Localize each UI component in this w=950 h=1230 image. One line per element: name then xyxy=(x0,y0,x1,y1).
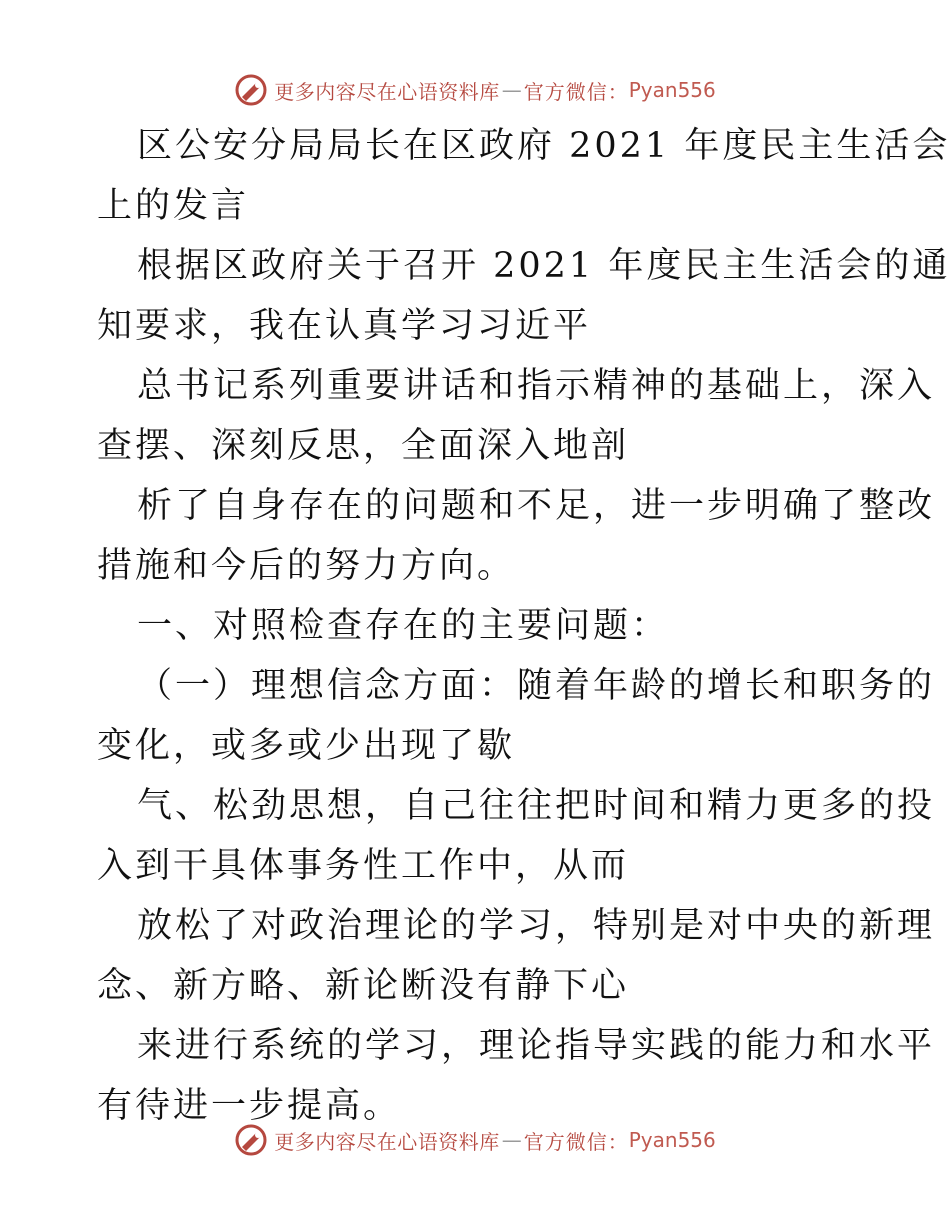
banner-wechat-label: 官方微信： xyxy=(523,1129,629,1154)
header-watermark-banner xyxy=(0,70,950,110)
paragraph-line: （一）理想信念方面：随着年龄的增长和职务的 xyxy=(137,666,936,706)
banner-wechat-label: 官方微信： xyxy=(523,79,629,104)
paragraph-line: 放松了对政治理论的学习，特别是对中央的新理 xyxy=(137,906,936,946)
banner-wechat-id: Pyan556 xyxy=(628,1128,716,1152)
section-heading: 一、对照检查存在的主要问题： xyxy=(137,606,670,646)
brand-logo-icon xyxy=(234,1123,268,1157)
document-title-line-1: 区公安分局局长在区政府 2021 年度民主生活会 xyxy=(137,126,950,166)
paragraph-line: 析了自身存在的问题和不足，进一步明确了整改 xyxy=(137,486,936,526)
paragraph-line: 查摆、深刻反思，全面深入地剖 xyxy=(97,426,630,466)
brand-logo-icon xyxy=(234,73,268,107)
paragraph-line: 气、松劲思想，自己往往把时间和精力更多的投 xyxy=(137,786,936,826)
paragraph-line: 变化，或多或少出现了歇 xyxy=(97,726,516,766)
footer-watermark-banner xyxy=(0,1120,950,1160)
banner-dash: — xyxy=(501,78,522,102)
paragraph-line: 知要求，我在认真学习习近平 xyxy=(97,306,592,346)
banner-main-text: 更多内容尽在心语资料库 xyxy=(274,1129,500,1154)
paragraph-line: 有待进一步提高。 xyxy=(97,1086,402,1126)
document-body xyxy=(97,116,950,1136)
banner-wechat-id: Pyan556 xyxy=(628,78,716,102)
paragraph-line: 根据区政府关于召开 2021 年度民主生活会的通 xyxy=(137,246,950,286)
banner-dash: — xyxy=(501,1128,522,1152)
paragraph-line: 总书记系列重要讲话和指示精神的基础上，深入 xyxy=(137,366,936,406)
paragraph-line: 来进行系统的学习，理论指导实践的能力和水平 xyxy=(137,1026,936,1066)
paragraph-line: 措施和今后的努力方向。 xyxy=(97,546,516,586)
paragraph-line: 念、新方略、新论断没有静下心 xyxy=(97,966,630,1006)
paragraph-line: 入到干具体事务性工作中，从而 xyxy=(97,846,630,886)
document-title-line-2: 上的发言 xyxy=(97,186,250,226)
banner-main-text: 更多内容尽在心语资料库 xyxy=(274,79,500,104)
